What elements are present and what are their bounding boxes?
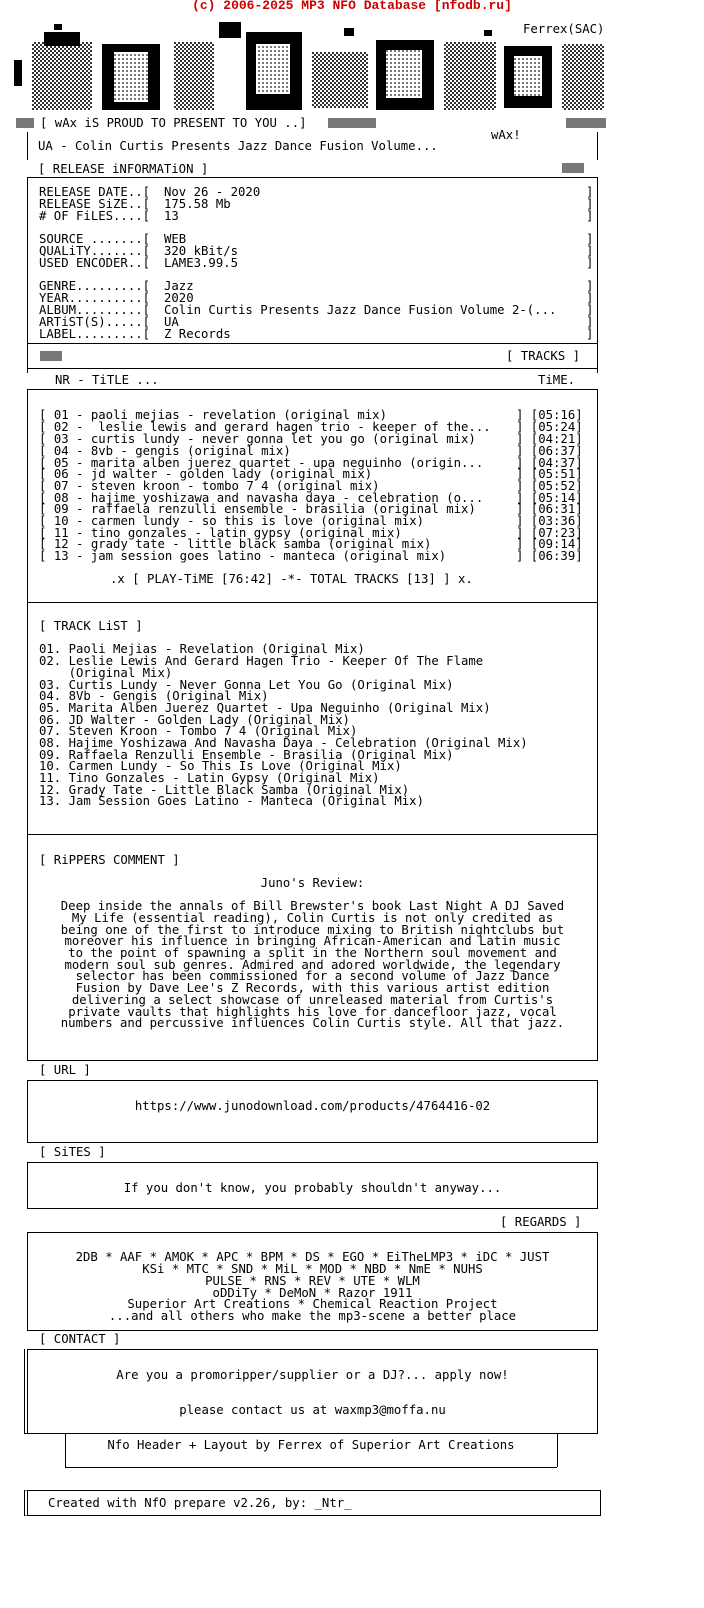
table-row: [ 06 - jd walter - golden lady (original mix) xyxy=(39,467,373,481)
info-label: RELEASE DATE..[ xyxy=(39,185,151,199)
bracket: ] xyxy=(586,279,594,293)
info-label: # OF FiLES....[ xyxy=(39,209,151,223)
review-line: selector has been commissioned for a second volume of Jazz Dance xyxy=(75,969,550,983)
info-label: USED ENCODER..[ xyxy=(39,256,151,270)
divider xyxy=(27,1162,598,1163)
list-item: 03. Curtis Lundy - Never Gonna Let You Go (Original Mix) xyxy=(39,678,454,692)
bracket: ] xyxy=(586,232,594,246)
info-value: 2020 xyxy=(164,291,194,305)
proud-line: [ wAx iS PROUD TO PRESENT TO YOU ..] xyxy=(40,116,307,130)
review-line: modern soul sub genres. Admired and adored worldwide, the legendary xyxy=(64,958,561,972)
divider xyxy=(27,1060,598,1061)
layout-credit: Nfo Header + Layout by Ferrex of Superior Art Creations xyxy=(107,1438,515,1452)
shade-bar-tracks xyxy=(40,351,62,361)
contact-email[interactable]: please contact us at waxmp3@moffa.nu xyxy=(179,1403,446,1417)
frame-left xyxy=(24,1349,25,1433)
logo-tag: wAx! xyxy=(491,128,521,142)
list-item: 02. Leslie Lewis And Gerard Hagen Trio - Keeper Of The Flame xyxy=(39,654,484,668)
col-time: TiME. xyxy=(538,373,576,387)
greeting-line: 2DB * AAF * AMOK * APC * BPM * DS * EGO * EiTheLMP3 * iDC * JUST xyxy=(75,1250,550,1264)
info-label: QUALiTY.......[ xyxy=(39,244,151,258)
bracket: ] xyxy=(586,303,594,317)
divider xyxy=(27,343,598,344)
rippers-comment-heading: [ RiPPERS COMMENT ] xyxy=(39,853,180,867)
track-time: ] [04:21] xyxy=(516,432,583,446)
contact-heading: [ CONTACT ] xyxy=(39,1332,121,1346)
table-row: [ 10 - carmen lundy - so this is love (original mix) xyxy=(39,514,424,528)
info-label: LABEL.........[ xyxy=(39,327,151,341)
bracket: ] xyxy=(586,315,594,329)
sites-text: If you don't know, you probably shouldn't anyway... xyxy=(123,1181,502,1195)
greeting-line: KSi * MTC * SND * MiL * MOD * NBD * NmE * NUHS xyxy=(142,1262,483,1276)
frame-left xyxy=(27,132,28,160)
release-title: UA - Colin Curtis Presents Jazz Dance Fusion Volume... xyxy=(38,139,438,153)
site-credit: (c) 2006-2025 MP3 NFO Database [nfodb.ru] xyxy=(192,0,512,13)
info-label: GENRE.........[ xyxy=(39,279,151,293)
review-line: moreover his influence in bringing African-American and Latin music xyxy=(64,934,561,948)
bracket: ] xyxy=(586,256,594,270)
track-time: ] [04:37] xyxy=(516,456,583,470)
list-item: 01. Paoli Mejias - Revelation (Original Mix) xyxy=(39,642,365,656)
frame-right xyxy=(557,1433,558,1467)
frame-left xyxy=(27,1349,28,1433)
review-line: Fusion by Dave Lee's Z Records, with this various artist edition xyxy=(75,981,550,995)
shade-bar-info xyxy=(562,163,584,173)
divider xyxy=(27,1080,598,1081)
track-time: ] [05:16] xyxy=(516,408,583,422)
created-with: Created with NfO prepare v2.26, by: _Ntr_ xyxy=(48,1496,352,1510)
divider xyxy=(27,1330,598,1331)
col-nr-title: NR - TiTLE ... xyxy=(55,373,159,387)
info-value: Colin Curtis Presents Jazz Dance Fusion Volume 2-(... xyxy=(164,303,557,317)
info-value: Z Records xyxy=(164,327,231,341)
info-value: WEB xyxy=(164,232,187,246)
sites-heading: [ SiTES ] xyxy=(39,1145,106,1159)
list-item: 12. Grady Tate - Little Black Samba (Original Mix) xyxy=(39,783,410,797)
divider xyxy=(27,1142,598,1143)
tracks-heading: [ TRACKS ] xyxy=(506,349,581,363)
divider xyxy=(65,1467,557,1468)
greeting-line: oDDiTy * DeMoN * Razor 1911 xyxy=(212,1286,413,1300)
info-value: Jazz xyxy=(164,279,194,293)
frame-right xyxy=(597,1349,598,1433)
info-value: 320 kBit/s xyxy=(164,244,239,258)
bracket: ] xyxy=(586,291,594,305)
total-playtime: .x [ PLAY-TiME [76:42] -*- TOTAL TRACKS [13] ] x. xyxy=(110,572,473,586)
review-line: My Life (essential reading), Colin Curtis is not only credited as xyxy=(71,911,554,925)
table-row: [ 05 - marita alben juerez quartet - upa neguinho (origin... xyxy=(39,456,484,470)
table-row: [ 03 - curtis lundy - never gonna let you go (original mix) xyxy=(39,432,476,446)
frame-right xyxy=(597,602,598,834)
info-label: YEAR..........[ xyxy=(39,291,151,305)
list-item: 07. Steven Kroon - Tombo 7 4 (Original Mix) xyxy=(39,724,358,738)
table-row: [ 09 - raffaela renzulli ensemble - brasilia (original mix) xyxy=(39,502,476,516)
track-time: ] [05:51] xyxy=(516,467,583,481)
table-row: [ 01 - paoli mejias - revelation (original mix) xyxy=(39,408,387,422)
table-row: [ 02 - leslie lewis and gerard hagen trio - keeper of the... xyxy=(39,420,491,434)
list-item: 11. Tino Gonzales - Latin Gypsy (Original Mix) xyxy=(39,771,380,785)
list-item: 05. Marita Alben Juerez Quartet - Upa Neguinho (Original Mix) xyxy=(39,701,491,715)
frame-right xyxy=(597,132,598,160)
list-item: 04. 8Vb - Gengis (Original Mix) xyxy=(39,689,269,703)
track-time: ] [07:23] xyxy=(516,526,583,540)
shade-bar-right xyxy=(566,118,606,128)
track-time: ] [06:37] xyxy=(516,444,583,458)
review-line: delivering a select showcase of unreleased material from Curtis's xyxy=(71,993,554,1007)
frame-right xyxy=(597,389,598,603)
artist-tag: Ferrex(SAC) xyxy=(523,22,605,36)
bracket: ] xyxy=(586,185,594,199)
review-line: numbers and percussive influences Colin Curtis style. All that jazz. xyxy=(60,1016,565,1030)
greeting-line: PULSE * RNS * REV * UTE * WLM xyxy=(205,1274,420,1288)
table-row: [ 04 - 8vb - gengis (original mix) xyxy=(39,444,291,458)
list-item: 09. Raffaela Renzulli Ensemble - Brasilia (Original Mix) xyxy=(39,748,454,762)
track-time: ] [05:52] xyxy=(516,479,583,493)
review-line: private vaults that highlights his love for dancefloor jazz, vocal xyxy=(68,1005,557,1019)
bracket: ] xyxy=(586,327,594,341)
list-item: 13. Jam Session Goes Latino - Manteca (Original Mix) xyxy=(39,794,424,808)
info-label: RELEASE SiZE..[ xyxy=(39,197,151,211)
info-value: Nov 26 - 2020 xyxy=(164,185,261,199)
bracket: ] xyxy=(586,209,594,223)
track-time: ] [05:14] xyxy=(516,491,583,505)
track-time: ] [09:14] xyxy=(516,537,583,551)
review-line: Deep inside the annals of Bill Brewster's book Last Night A DJ Saved xyxy=(60,899,565,913)
greeting-line: Superior Art Creations * Chemical Reaction Project xyxy=(127,1297,498,1311)
review-subheading: Juno's Review: xyxy=(260,876,365,890)
info-label: ARTiST(S).....[ xyxy=(39,315,151,329)
info-label: ALBUM.........[ xyxy=(39,303,151,317)
divider xyxy=(27,834,598,835)
divider xyxy=(27,602,598,603)
frame-left xyxy=(27,389,28,603)
contact-line-1: Are you a promoripper/supplier or a DJ?... apply now! xyxy=(116,1368,509,1382)
divider xyxy=(27,1208,598,1209)
list-item: 10. Carmen Lundy - So This Is Love (Original Mix) xyxy=(39,759,402,773)
frame-left xyxy=(27,602,28,834)
info-value: 13 xyxy=(164,209,179,223)
track-list-heading: [ TRACK LiST ] xyxy=(39,619,143,633)
track-time: ] [06:39] xyxy=(516,549,583,563)
bracket: ] xyxy=(586,244,594,258)
info-value: LAME3.99.5 xyxy=(164,256,239,270)
divider xyxy=(27,1232,598,1233)
track-time: ] [03:36] xyxy=(516,514,583,528)
table-row: [ 11 - tino gonzales - latin gypsy (original mix) xyxy=(39,526,402,540)
info-value: UA xyxy=(164,315,179,329)
shade-bar-mid xyxy=(328,118,376,128)
info-label: SOURCE .......[ xyxy=(39,232,151,246)
divider xyxy=(27,368,598,369)
shade-bar-left xyxy=(16,118,34,128)
table-row: [ 13 - jam session goes latino - manteca (original mix) xyxy=(39,549,447,563)
divider xyxy=(24,1433,598,1434)
info-value: 175.58 Mb xyxy=(164,197,231,211)
list-item: (Original Mix) xyxy=(39,666,173,680)
bracket: ] xyxy=(586,197,594,211)
divider xyxy=(27,1349,598,1350)
wax-logo-art xyxy=(14,22,614,120)
track-time: ] [05:24] xyxy=(516,420,583,434)
table-row: [ 08 - hajime yoshizawa and navasha daya - celebration (o... xyxy=(39,491,484,505)
table-row: [ 07 - steven kroon - tombo 7 4 (original mix) xyxy=(39,479,380,493)
divider xyxy=(27,177,598,178)
table-row: [ 12 - grady tate - little black samba (original mix) xyxy=(39,537,432,551)
review-line: to the point of spawning a split in the Northern soul movement and xyxy=(68,946,557,960)
url-heading: [ URL ] xyxy=(39,1063,91,1077)
release-url[interactable]: https://www.junodownload.com/products/4764416-02 xyxy=(134,1099,491,1113)
divider xyxy=(27,389,598,390)
list-item: 08. Hajime Yoshizawa And Navasha Daya - Celebration (Original Mix) xyxy=(39,736,528,750)
list-item: 06. JD Walter - Golden Lady (Original Mix) xyxy=(39,713,350,727)
release-info-heading: [ RELEASE iNFORMATiON ] xyxy=(38,162,209,176)
greeting-line: ...and all others who make the mp3-scene a better place xyxy=(108,1309,517,1323)
regards-heading: [ REGARDS ] xyxy=(500,1215,582,1229)
track-time: ] [06:31] xyxy=(516,502,583,516)
review-line: being one of the first to introduce mixing to British nightclubs but xyxy=(60,923,565,937)
